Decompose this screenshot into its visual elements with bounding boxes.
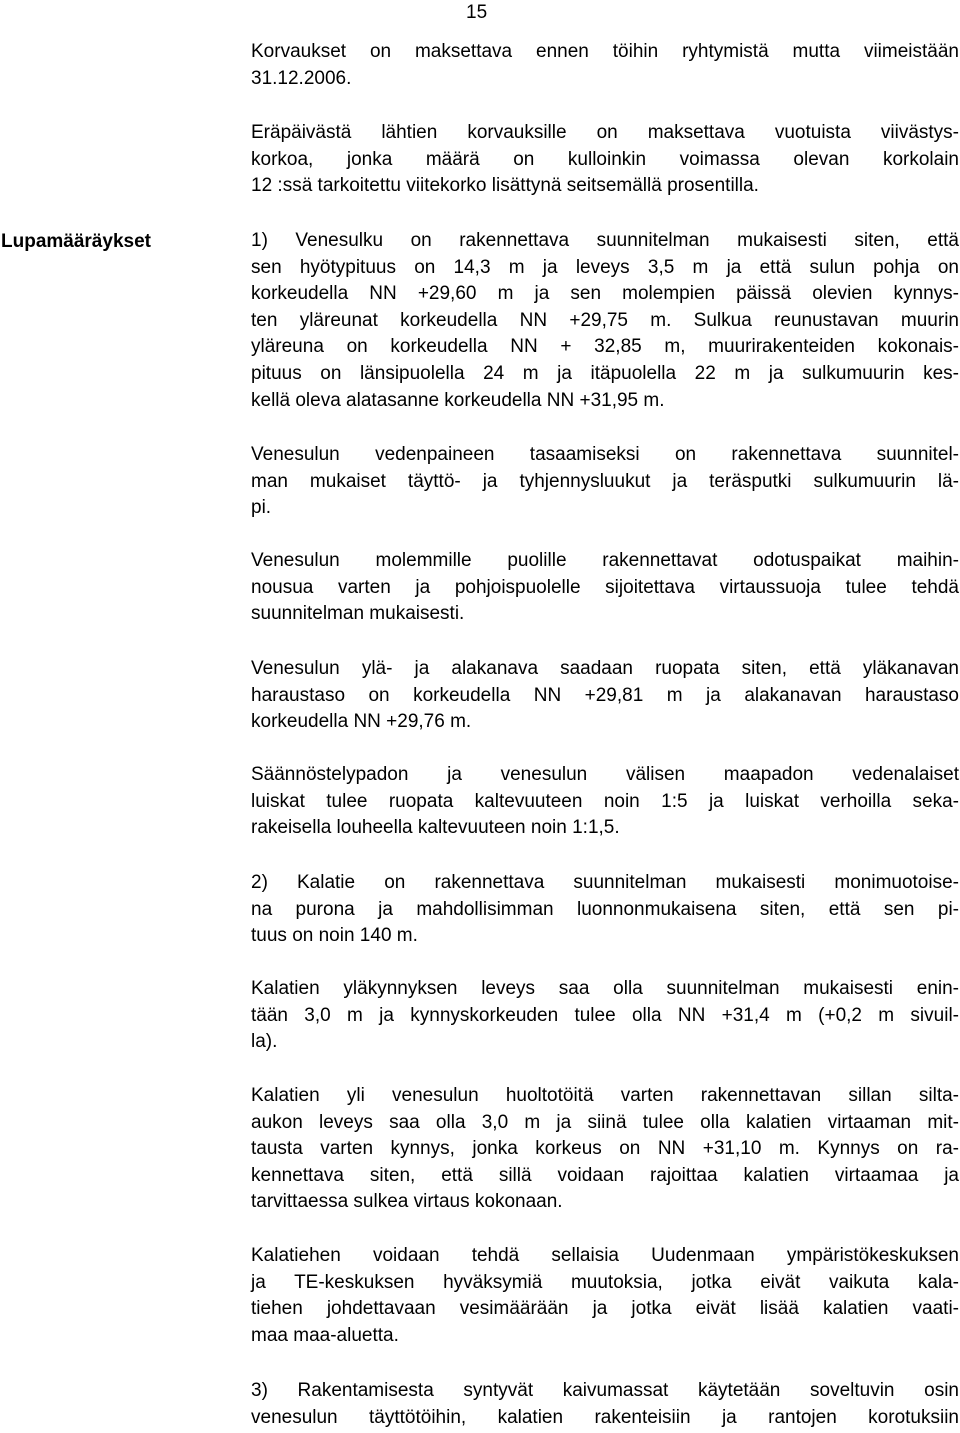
text-line: tiehen johdettavaan vesimäärään ja jotka eivät lisää kalatien vaati-: [251, 1298, 959, 1320]
paragraph-p11: [251, 1243, 959, 1349]
text-line: nousua varten ja pohjoispuolelle sijoitettava virtaussuoja tulee tehdä: [251, 576, 959, 598]
text-line: 1) Venesulku on rakennettava suunnitelman mukaisesti siten, että: [251, 230, 959, 251]
text-line: Korvaukset on maksettava ennen töihin ryhtymistä mutta viimeistään: [251, 41, 959, 62]
text-line: 31.12.2006.: [251, 67, 352, 89]
text-line: pi.: [251, 497, 272, 519]
text-line: ten yläreunat korkeudella NN +29,75 m. Sulkua reunustavan muurin: [251, 309, 959, 331]
text-line: Säännöstelypadon ja venesulun välisen maapadon vedenalaiset: [251, 764, 959, 785]
paragraph-p2: [251, 120, 959, 200]
text-line: venesulun täyttötöihin, kalatien rakenteisiin ja rantojen korotuksiin: [251, 1406, 959, 1428]
text-line: tausta varten kynnys, jonka korkeus on NN +31,10 m. Kynnys on ra-: [251, 1138, 959, 1160]
text-line: Venesulun molemmille puolille rakennettavat odotuspaikat maihin-: [251, 550, 959, 571]
text-line: tään 3,0 m ja kynnyskorkeuden tulee olla NN +31,4 m (+0,2 m sivuil-: [251, 1004, 959, 1026]
text-line: korkoa, jonka määrä on kulloinkin voimassa olevan korkolain: [251, 148, 959, 170]
text-line: 3) Rakentamisesta syntyvät kaivumassat käytetään soveltuvin osin: [251, 1380, 959, 1401]
text-line: rakeisella louheella kaltevuuteen noin 1:1,5.: [251, 817, 620, 839]
text-line: tarvittaessa sulkea virtaus kokonaan.: [251, 1191, 563, 1213]
paragraph-p12: [251, 1378, 959, 1431]
text-line: man mukaiset täyttö- ja tyhjennysluukut ja teräsputki sulkumuurin lä-: [251, 470, 959, 492]
paragraph-p7: [251, 762, 959, 842]
text-line: kellä oleva alatasanne korkeudella NN +31,95 m.: [251, 389, 665, 411]
text-line: 2) Kalatie on rakennettava suunnitelman mukaisesti monimuotoise-: [251, 872, 959, 893]
paragraph-p5: [251, 548, 959, 628]
side-heading: Lupamääräykset: [1, 231, 151, 252]
text-line: na purona ja mahdollisimman luonnonmukaisena siten, että sen pi-: [251, 898, 959, 920]
text-line: tuus on noin 140 m.: [251, 925, 418, 947]
text-line: Kalatiehen voidaan tehdä sellaisia Uudenmaan ympäristökeskuksen: [251, 1245, 959, 1266]
text-line: Kalatien yli venesulun huoltotöitä varten rakennettavan sillan silta-: [251, 1085, 959, 1106]
text-line: la).: [251, 1031, 278, 1053]
text-line: kennettava siten, että sillä voidaan rajoittaa kalatien virtaamaa ja: [251, 1164, 959, 1186]
text-line: maa maa-aluetta.: [251, 1324, 399, 1346]
text-line: Venesulun vedenpaineen tasaamiseksi on rakennettava suunnitel-: [251, 444, 959, 465]
text-line: suunnitelman mukaisesti.: [251, 603, 465, 625]
text-line: luiskat tulee ruopata kaltevuuteen noin 1:5 ja luiskat verhoilla seka-: [251, 790, 959, 812]
text-line: haraustaso on korkeudella NN +29,81 m ja alakanavan haraustaso: [251, 684, 959, 706]
text-line: Kalatien yläkynnyksen leveys saa olla suunnitelman mukaisesti enin-: [251, 978, 959, 999]
paragraph-p1: [251, 39, 959, 92]
paragraph-p10: [251, 1083, 959, 1216]
page-number: 15: [466, 2, 488, 23]
text-line: pituus on länsipuolella 24 m ja itäpuolella 22 m ja sulkumuurin kes-: [251, 362, 959, 384]
paragraph-p3: [251, 228, 959, 414]
text-line: aukon leveys saa olla 3,0 m ja siinä tulee olla kalatien virtaaman mit-: [251, 1111, 959, 1133]
text-line: korkeudella NN +29,60 m ja sen molempien päissä olevien kynnys-: [251, 283, 959, 305]
text-line: yläreuna on korkeudella NN + 32,85 m, muurirakenteiden kokonais-: [251, 336, 959, 358]
paragraph-p9: [251, 976, 959, 1056]
paragraph-p8: [251, 870, 959, 950]
paragraph-p6: [251, 656, 959, 736]
text-line: Venesulun ylä- ja alakanava saadaan ruopata siten, että yläkanavan: [251, 658, 959, 679]
text-line: 12 :ssä tarkoitettu viitekorko lisättynä seitsemällä prosentilla.: [251, 175, 759, 197]
text-line: korkeudella NN +29,76 m.: [251, 711, 472, 733]
text-line: Eräpäivästä lähtien korvauksille on maksettava vuotuista viivästys-: [251, 122, 959, 143]
text-line: ja TE-keskuksen hyväksymiä muutoksia, jotka eivät vaikuta kala-: [251, 1271, 959, 1293]
paragraph-p4: [251, 442, 959, 522]
text-line: sen hyötypituus on 14,3 m ja leveys 3,5 m ja että sulun pohja on: [251, 256, 959, 278]
